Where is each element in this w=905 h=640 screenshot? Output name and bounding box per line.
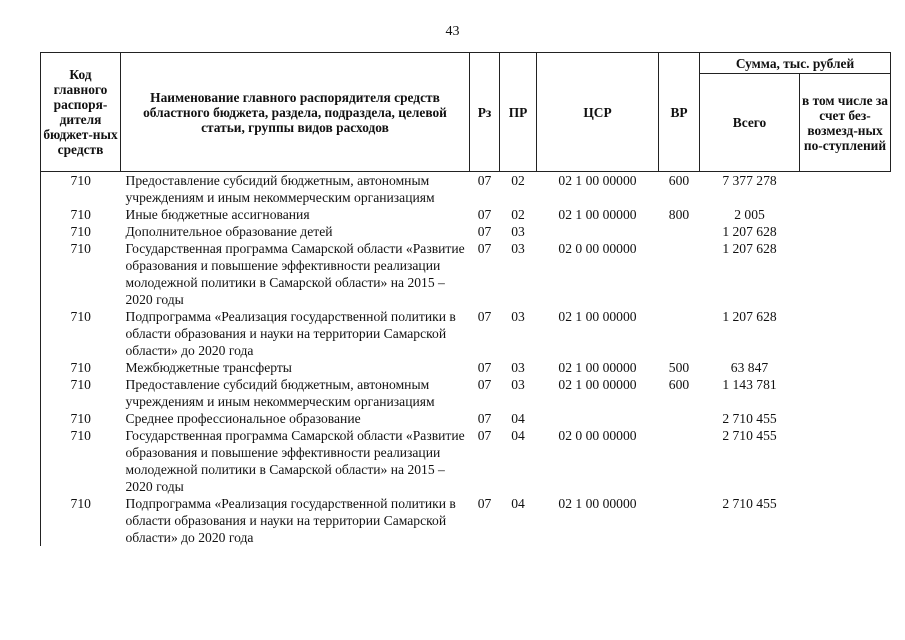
cell-name: Подпрограмма «Реализация государственной политики в области образования и науки на территории Самарской области» до 2020 года: [125, 309, 456, 358]
header-total: Всего: [700, 74, 800, 172]
cell-total: 2 710 455: [722, 428, 777, 443]
cell-incl: [800, 172, 891, 207]
cell-incl: [800, 308, 891, 359]
cell-name: Иные бюджетные ассигнования: [125, 207, 310, 222]
cell-name: Подпрограмма «Реализация государственной политики в области образования и науки на территории Самарской области» до 2020 года: [125, 496, 456, 545]
cell-csr: 02 1 00 00000: [558, 309, 637, 324]
header-name: Наименование главного распорядителя средств областного бюджета, раздела, подраздела, целевой статьи, группы видов расходов: [121, 53, 470, 172]
cell-code: 710: [41, 308, 121, 359]
cell-incl: [800, 206, 891, 223]
cell-csr: 02 0 00 00000: [558, 428, 637, 443]
cell-name: Предоставление субсидий бюджетным, автономным учреждениям и иным некоммерческим организациям: [125, 377, 435, 409]
cell-rz: 07: [477, 241, 492, 256]
cell-vr: [659, 308, 700, 359]
cell-pr: 03: [511, 360, 525, 375]
cell-vr: [659, 410, 700, 427]
cell-vr: [659, 240, 700, 308]
cell-pr: 03: [511, 224, 525, 239]
cell-incl: [800, 427, 891, 495]
cell-name: Государственная программа Самарской области «Развитие образования и повышение эффективности реализации молодежной политики в Самарской области» на 2015 – 2020 годы: [125, 428, 465, 494]
cell-code: 710: [41, 376, 121, 410]
cell-vr: [659, 223, 700, 240]
cell-incl: [800, 410, 891, 427]
header-pr: ПР: [500, 53, 537, 172]
cell-incl: [800, 359, 891, 376]
cell-pr: 04: [511, 496, 525, 511]
cell-vr: [659, 495, 700, 546]
cell-name: Дополнительное образование детей: [125, 224, 333, 239]
table-row: [41, 359, 891, 376]
cell-total: 2 710 455: [722, 496, 777, 511]
cell-code: 710: [41, 495, 121, 546]
cell-rz: 07: [477, 411, 492, 426]
header-sum-group: Сумма, тыс. рублей: [700, 53, 891, 74]
table-row: [41, 427, 891, 495]
cell-incl: [800, 223, 891, 240]
cell-total: 1 207 628: [722, 241, 777, 256]
cell-incl: [800, 495, 891, 546]
cell-vr: 600: [668, 173, 690, 188]
cell-name: Предоставление субсидий бюджетным, автономным учреждениям и иным некоммерческим организациям: [125, 173, 435, 205]
cell-vr: [659, 427, 700, 495]
table-body: [41, 172, 891, 547]
cell-vr: 800: [668, 207, 690, 222]
cell-rz: 07: [477, 496, 492, 511]
cell-csr: [537, 223, 659, 240]
cell-code: 710: [41, 240, 121, 308]
cell-rz: 07: [477, 360, 492, 375]
cell-code: 710: [41, 359, 121, 376]
table-row: [41, 495, 891, 546]
cell-code: 710: [41, 427, 121, 495]
cell-csr: 02 0 00 00000: [558, 241, 637, 256]
cell-rz: 07: [477, 428, 492, 443]
cell-pr: 03: [511, 377, 525, 392]
cell-csr: 02 1 00 00000: [558, 377, 637, 392]
cell-code: 710: [41, 172, 121, 207]
cell-total: 63 847: [730, 360, 769, 375]
cell-total: 2 710 455: [722, 411, 777, 426]
table-row: [41, 308, 891, 359]
cell-csr: [537, 410, 659, 427]
cell-pr: 02: [511, 207, 525, 222]
table-row: [41, 223, 891, 240]
cell-incl: [800, 240, 891, 308]
cell-rz: 07: [477, 224, 492, 239]
page-number: 43: [445, 24, 460, 39]
cell-rz: 07: [477, 377, 492, 392]
cell-name: Государственная программа Самарской области «Развитие образования и повышение эффективности реализации молодежной политики в Самарской области» на 2015 – 2020 годы: [125, 241, 465, 307]
header-incl: в том числе за счет без-возмезд-ных по-ступлений: [800, 74, 891, 172]
cell-pr: 02: [511, 173, 525, 188]
cell-total: 1 143 781: [722, 377, 777, 392]
cell-code: 710: [41, 206, 121, 223]
budget-table: [40, 52, 891, 546]
table-row: [41, 206, 891, 223]
cell-csr: 02 1 00 00000: [558, 496, 637, 511]
header-rz: Рз: [470, 53, 500, 172]
table-row: [41, 376, 891, 410]
cell-rz: 07: [477, 207, 492, 222]
cell-name: Межбюджетные трансферты: [125, 360, 292, 375]
cell-vr: 600: [668, 377, 690, 392]
cell-csr: 02 1 00 00000: [558, 360, 637, 375]
header-vr: ВР: [659, 53, 700, 172]
header-code: Код главного распоря-дителя бюджет-ных средств: [41, 53, 121, 172]
cell-rz: 07: [477, 309, 492, 324]
table-row: [41, 172, 891, 207]
cell-csr: 02 1 00 00000: [558, 173, 637, 188]
table-row: [41, 240, 891, 308]
header-csr: ЦСР: [537, 53, 659, 172]
table-row: [41, 410, 891, 427]
cell-incl: [800, 376, 891, 410]
cell-pr: 03: [511, 241, 525, 256]
cell-csr: 02 1 00 00000: [558, 207, 637, 222]
cell-name: Среднее профессиональное образование: [125, 411, 361, 426]
cell-total: 1 207 628: [722, 309, 777, 324]
cell-pr: 04: [511, 428, 525, 443]
cell-rz: 07: [477, 173, 492, 188]
cell-total: 7 377 278: [722, 173, 777, 188]
cell-total: 1 207 628: [722, 224, 777, 239]
cell-pr: 04: [511, 411, 525, 426]
cell-total: 2 005: [734, 207, 765, 222]
cell-code: 710: [41, 223, 121, 240]
cell-vr: 500: [668, 360, 690, 375]
cell-code: 710: [41, 410, 121, 427]
cell-pr: 03: [511, 309, 525, 324]
